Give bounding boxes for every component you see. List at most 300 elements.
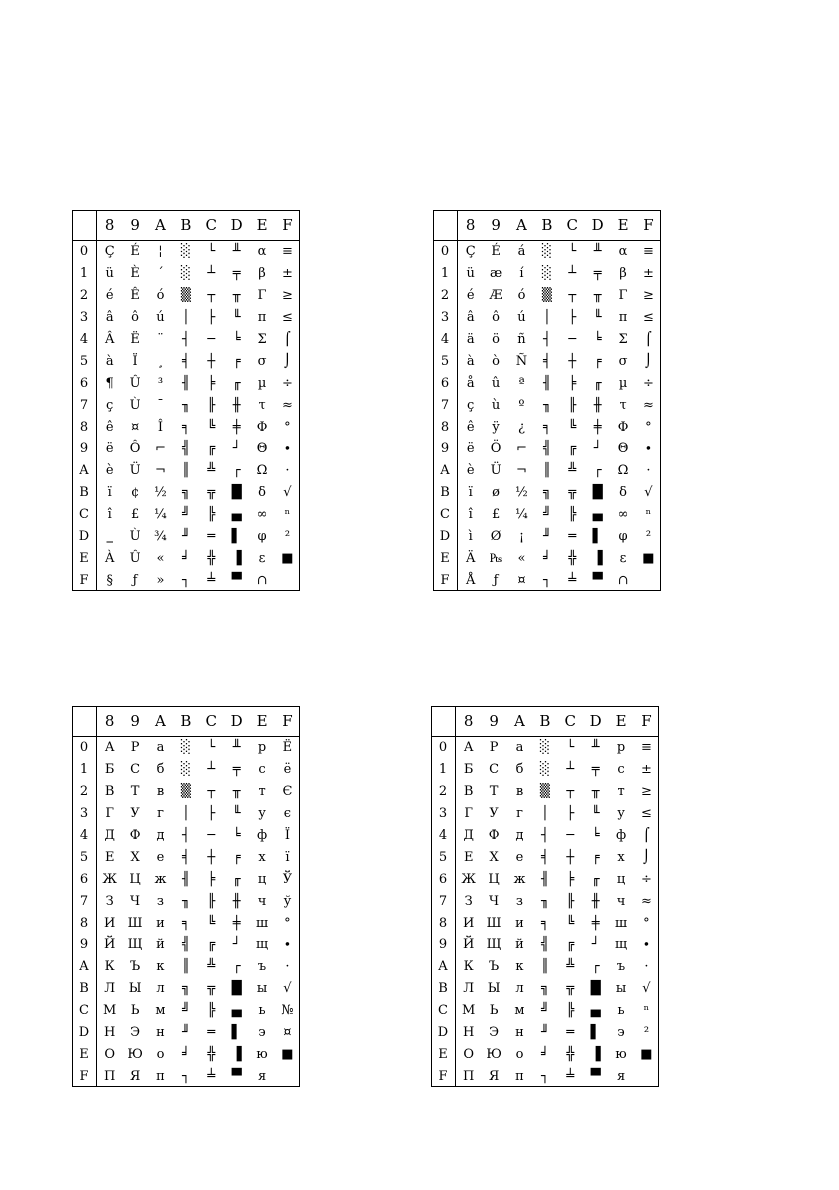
glyph-cell: ║ (181, 959, 190, 975)
table-row (72, 912, 300, 934)
glyph-cell: ▀ (231, 572, 242, 588)
glyph-cell: я (257, 1068, 267, 1084)
header-row (72, 706, 300, 737)
code-page-table-3 (72, 706, 300, 1087)
corner-cell (433, 210, 458, 241)
glyph-cell: ╟ (566, 893, 575, 909)
glyph-cell: Я (488, 1068, 500, 1084)
glyph-cell: М (103, 1003, 117, 1019)
glyph-cell: Ь (489, 1003, 499, 1019)
glyph-cell: ╛ (181, 550, 190, 566)
glyph-cell: ░ (541, 244, 552, 260)
glyph-cell: ╧ (568, 572, 577, 588)
glyph-cell: Ф (129, 828, 141, 843)
glyph-cell: É (491, 244, 501, 260)
glyph-cell: ├ (566, 806, 575, 822)
corner-cell (72, 210, 97, 241)
glyph-cell: ╜ (540, 1025, 549, 1041)
row-header: 3 (72, 307, 97, 329)
row-header: E (431, 1043, 456, 1065)
glyph-cell: л (515, 981, 524, 997)
glyph-cell: ≥ (642, 288, 654, 304)
glyph-cell: О (463, 1046, 475, 1062)
glyph-cell: ╪ (232, 915, 241, 931)
glyph-cell: З (464, 893, 473, 909)
table-row (72, 1000, 300, 1022)
glyph-cell: £ (491, 507, 501, 523)
glyph-cell: ╥ (593, 288, 602, 304)
glyph-cell: Σ (618, 332, 628, 347)
glyph-cell: А (104, 740, 115, 756)
table-row (72, 285, 300, 307)
glyph-cell: ° (643, 915, 650, 931)
glyph-cell: ╧ (566, 1068, 575, 1084)
glyph-cell: э (258, 1025, 266, 1041)
glyph-cell: ╔ (207, 937, 216, 953)
column-header: F (275, 706, 300, 737)
glyph-cell: ┘ (232, 937, 241, 953)
glyph-cell: ╩ (207, 959, 216, 975)
row-header: F (431, 1065, 456, 1087)
table-row (72, 329, 300, 351)
glyph-cell: ┌ (591, 959, 600, 975)
glyph-cell: М (462, 1003, 476, 1019)
glyph-cell: Ê (130, 288, 140, 304)
glyph-cell: ô (131, 310, 139, 326)
glyph-cell: ф (615, 828, 627, 843)
glyph-cell: ╚ (568, 419, 577, 435)
glyph-cell: ╨ (591, 740, 600, 756)
glyph-cell: й (515, 937, 524, 953)
glyph-cell: ▐ (231, 1046, 242, 1062)
glyph-cell (275, 1065, 300, 1087)
glyph-cell: ┤ (181, 332, 190, 347)
row-header: 7 (431, 890, 456, 912)
glyph-cell: ╒ (591, 849, 600, 865)
glyph-cell: µ (618, 375, 628, 391)
glyph-cell: ▌ (590, 1025, 601, 1041)
table-row (72, 825, 300, 847)
glyph-cell: ░ (541, 266, 552, 282)
glyph-cell: У (130, 806, 140, 822)
row-header: 9 (72, 934, 97, 956)
glyph-cell: Ц (129, 871, 141, 887)
glyph-cell: б (515, 762, 524, 778)
table-row (72, 934, 300, 956)
glyph-cell: ╖ (181, 893, 190, 909)
glyph-cell: ╓ (232, 375, 241, 391)
row-header: 5 (72, 846, 97, 868)
glyph-cell: ² (643, 1025, 650, 1041)
glyph-cell: ▒ (539, 784, 550, 800)
glyph-cell: β (619, 266, 627, 282)
glyph-cell: ╡ (540, 849, 549, 865)
glyph-cell: ╜ (181, 1025, 190, 1041)
glyph-cell: У (489, 806, 499, 822)
glyph-cell: м (155, 1003, 166, 1019)
glyph-cell: ╚ (566, 915, 575, 931)
glyph-cell: ╦ (207, 981, 216, 997)
glyph-cell: Л (104, 981, 116, 997)
table-row (72, 1043, 300, 1065)
table-row (431, 737, 659, 759)
header-row (431, 706, 659, 737)
glyph-cell: ≈ (640, 893, 652, 909)
glyph-cell: ╡ (181, 353, 190, 369)
glyph-cell: ш (255, 915, 269, 931)
table-row (431, 1000, 659, 1022)
glyph-cell: ⌐ (516, 441, 527, 457)
glyph-cell: я (616, 1068, 626, 1084)
glyph-cell: ê (466, 419, 475, 435)
glyph-cell: § (106, 572, 113, 588)
table-row (72, 978, 300, 1000)
glyph-cell: ╗ (542, 485, 551, 501)
glyph-cell: ┌ (593, 463, 602, 479)
glyph-cell: Ь (130, 1003, 140, 1019)
glyph-cell: ╞ (207, 871, 216, 887)
glyph-cell: ╡ (181, 849, 190, 865)
glyph-cell: з (156, 893, 165, 909)
header-row (433, 210, 661, 241)
glyph-cell: ½ (515, 485, 528, 501)
column-header: D (585, 210, 610, 241)
glyph-cell: ¤ (283, 1025, 292, 1041)
glyph-cell: Θ (617, 441, 629, 457)
glyph-cell: ╤ (232, 266, 241, 282)
table-row (72, 482, 300, 504)
glyph-cell: ╞ (566, 871, 575, 887)
glyph-cell: ┐ (181, 1068, 190, 1084)
glyph-cell: ╪ (232, 419, 241, 435)
glyph-cell: е (156, 849, 165, 865)
glyph-cell: ╓ (232, 871, 241, 887)
glyph-cell: ░ (539, 762, 550, 778)
glyph-cell: ╥ (591, 784, 600, 800)
header-row (72, 210, 300, 241)
glyph-cell: Т (130, 784, 140, 800)
row-header: D (72, 1022, 97, 1044)
glyph-cell: ╬ (566, 1046, 575, 1062)
table-row (433, 285, 661, 307)
glyph-cell: ÷ (281, 375, 293, 391)
glyph-cell: э (617, 1025, 625, 1041)
glyph-cell: И (104, 915, 116, 931)
table-row (431, 868, 659, 890)
glyph-cell: ¼ (515, 507, 528, 523)
row-header: E (72, 547, 97, 569)
glyph-cell: ∩ (617, 572, 629, 588)
glyph-cell: ⌐ (155, 441, 166, 457)
row-header: C (72, 504, 97, 526)
glyph-cell: ╘ (593, 332, 602, 347)
glyph-cell: ¶ (105, 375, 114, 391)
glyph-cell: щ (255, 937, 269, 953)
glyph-cell: µ (257, 375, 267, 391)
table-row (431, 912, 659, 934)
glyph-cell: ø (492, 485, 500, 501)
row-header: A (72, 956, 97, 978)
glyph-cell: ƒ (493, 572, 499, 588)
glyph-cell: є (283, 806, 292, 822)
glyph-cell: Х (489, 849, 499, 865)
glyph-cell: █ (231, 981, 242, 997)
row-header: 4 (72, 329, 97, 351)
glyph-cell: Θ (256, 441, 268, 457)
glyph-cell: ╬ (207, 550, 216, 566)
glyph-cell: ▄ (231, 507, 242, 523)
glyph-cell: Ъ (488, 959, 500, 975)
glyph-cell: ┐ (540, 1068, 549, 1084)
glyph-cell: ∞ (256, 507, 268, 523)
glyph-cell: Н (463, 1025, 475, 1041)
glyph-cell: ╔ (568, 441, 577, 457)
table-row (433, 350, 661, 372)
glyph-cell: Ç (465, 244, 476, 260)
glyph-cell: ╘ (232, 828, 241, 843)
column-header: A (509, 210, 534, 241)
glyph-cell: ╫ (232, 893, 241, 909)
glyph-cell: ï (468, 485, 473, 501)
glyph-cell: ç (467, 397, 475, 413)
row-header: 4 (433, 329, 458, 351)
glyph-cell: п (515, 1068, 524, 1084)
glyph-cell: ú (517, 310, 526, 326)
glyph-cell: д (156, 828, 165, 843)
glyph-cell: д (515, 828, 524, 843)
glyph-cell: β (258, 266, 266, 282)
glyph-cell: √ (283, 981, 292, 997)
glyph-cell: Φ (617, 419, 629, 435)
glyph-cell: ■ (281, 1046, 294, 1062)
row-header: C (431, 1000, 456, 1022)
glyph-cell: ═ (207, 1025, 216, 1041)
glyph-cell: « (156, 550, 165, 566)
glyph-cell: Ï (132, 353, 138, 369)
corner-cell (431, 706, 456, 737)
glyph-cell: ╞ (207, 375, 216, 391)
row-header: 0 (72, 241, 97, 263)
glyph-cell: ╝ (542, 507, 551, 523)
glyph-cell: ò (492, 353, 500, 369)
glyph-cell: ¡ (518, 529, 525, 545)
glyph-cell: ê (105, 419, 114, 435)
glyph-cell: │ (181, 310, 190, 326)
row-header: 8 (433, 416, 458, 438)
glyph-cell: ≈ (642, 397, 654, 413)
glyph-cell: Ў (282, 871, 293, 887)
glyph-cell: Ш (486, 915, 502, 931)
glyph-cell: ╩ (207, 463, 216, 479)
glyph-cell: Щ (486, 937, 502, 953)
glyph-cell: ä (466, 332, 475, 347)
glyph-cell: · (644, 959, 649, 975)
column-header: C (199, 210, 224, 241)
column-header: C (558, 706, 583, 737)
glyph-cell: ≤ (640, 806, 652, 822)
glyph-cell: τ (258, 397, 266, 413)
glyph-cell: ± (281, 266, 293, 282)
column-header: A (507, 706, 532, 737)
glyph-cell: ¢ (130, 485, 140, 501)
glyph-cell: └ (566, 740, 575, 756)
glyph-cell: ┘ (232, 441, 241, 457)
glyph-cell: о (515, 1046, 524, 1062)
glyph-cell: φ (618, 529, 628, 545)
glyph-cell: ╠ (207, 1003, 216, 1019)
glyph-cell: à (105, 353, 114, 369)
glyph-cell: ┼ (566, 849, 575, 865)
glyph-cell: ⌠ (643, 828, 650, 843)
glyph-cell: ╛ (542, 550, 551, 566)
glyph-cell: К (104, 959, 115, 975)
table-row (433, 569, 661, 591)
row-header: A (433, 460, 458, 482)
table-row (431, 825, 659, 847)
glyph-cell: ╘ (232, 332, 241, 347)
glyph-cell: ц (616, 871, 626, 887)
glyph-cell: ü (466, 266, 475, 282)
glyph-cell: ▌ (231, 529, 242, 545)
corner-cell (72, 706, 97, 737)
glyph-cell: е (515, 849, 524, 865)
glyph-cell: ╝ (181, 507, 190, 523)
glyph-cell: ░ (180, 266, 191, 282)
glyph-cell: ╪ (593, 419, 602, 435)
glyph-cell: ┬ (566, 784, 575, 800)
glyph-cell: Ç (104, 244, 115, 260)
glyph-cell: ≥ (640, 784, 652, 800)
row-header: 6 (433, 372, 458, 394)
glyph-cell: ┬ (207, 784, 216, 800)
glyph-cell: ° (284, 419, 291, 435)
glyph-cell: Э (130, 1025, 141, 1041)
glyph-cell: ═ (207, 529, 216, 545)
glyph-cell: ▒ (541, 288, 552, 304)
glyph-cell: з (515, 893, 524, 909)
glyph-cell: ⌠ (284, 332, 291, 347)
glyph-cell: ╢ (542, 375, 551, 391)
table-row (431, 781, 659, 803)
glyph-cell: ┴ (566, 762, 575, 778)
table-row (433, 241, 661, 263)
glyph-cell: ▄ (592, 507, 603, 523)
column-header: E (249, 706, 274, 737)
glyph-cell: ´ (157, 266, 164, 282)
glyph-cell: ъ (616, 959, 626, 975)
table-row (72, 263, 300, 285)
glyph-cell: └ (207, 740, 216, 756)
glyph-cell: З (105, 893, 114, 909)
glyph-cell: Ñ (515, 353, 528, 369)
row-header: A (431, 956, 456, 978)
glyph-cell: £ (130, 507, 140, 523)
glyph-cell: ╘ (591, 828, 600, 843)
glyph-cell: ╟ (207, 893, 216, 909)
row-header: 6 (72, 372, 97, 394)
glyph-cell: ó (517, 288, 526, 304)
glyph-cell: ± (642, 266, 654, 282)
glyph-cell: ∙ (284, 937, 291, 953)
table-row (431, 978, 659, 1000)
table-row (72, 394, 300, 416)
code-page-table-2 (433, 210, 661, 591)
glyph-cell: р (257, 740, 267, 756)
column-header: C (560, 210, 585, 241)
glyph-cell: ô (492, 310, 500, 326)
glyph-cell: ╢ (540, 871, 549, 887)
glyph-cell: Ω (617, 463, 629, 479)
table-row (72, 759, 300, 781)
glyph-cell: Ö (490, 441, 502, 457)
table-row (72, 307, 300, 329)
glyph-cell: ≡ (640, 740, 652, 756)
table-row (72, 956, 300, 978)
glyph-cell: с (617, 762, 625, 778)
glyph-cell: ╒ (593, 353, 602, 369)
glyph-cell: п (156, 1068, 165, 1084)
row-header: E (433, 547, 458, 569)
table-row (433, 394, 661, 416)
glyph-cell: è (466, 463, 475, 479)
table-row (433, 482, 661, 504)
row-header: D (431, 1022, 456, 1044)
glyph-cell: ╢ (181, 375, 190, 391)
row-header: B (72, 482, 97, 504)
row-header: 1 (72, 263, 97, 285)
glyph-cell: ╓ (593, 375, 602, 391)
table-row (433, 438, 661, 460)
row-header: F (72, 569, 97, 591)
glyph-cell: ╬ (207, 1046, 216, 1062)
glyph-cell: Ä (466, 550, 476, 566)
glyph-cell: ┬ (207, 288, 216, 304)
glyph-cell: г (157, 806, 164, 822)
glyph-cell: · (285, 959, 290, 975)
table-row (433, 547, 661, 569)
glyph-cell: П (463, 1068, 475, 1084)
glyph-cell: ║ (542, 463, 551, 479)
glyph-cell: Ж (461, 871, 476, 887)
glyph-cell: Φ (256, 419, 268, 435)
code-page-table-1 (72, 210, 300, 591)
glyph-cell: ú (156, 310, 165, 326)
glyph-cell: ░ (539, 740, 550, 756)
row-header: B (433, 482, 458, 504)
column-header: A (148, 706, 173, 737)
row-header: 7 (72, 394, 97, 416)
glyph-cell: ф (256, 828, 268, 843)
glyph-cell: ╚ (207, 915, 216, 931)
column-header: B (532, 706, 557, 737)
row-header: 0 (431, 737, 456, 759)
glyph-cell: ╝ (181, 1003, 190, 1019)
glyph-cell: Щ (127, 937, 143, 953)
glyph-cell: ¬ (155, 463, 166, 479)
glyph-cell: █ (231, 485, 242, 501)
glyph-cell: ╛ (181, 1046, 190, 1062)
glyph-cell: ╥ (232, 288, 241, 304)
glyph-cell: а (515, 740, 524, 756)
table-row (431, 1043, 659, 1065)
glyph-cell: Ж (102, 871, 117, 887)
glyph-cell: ╞ (568, 375, 577, 391)
glyph-cell: ⌠ (645, 332, 652, 347)
column-header: 9 (483, 210, 508, 241)
glyph-cell: ╬ (568, 550, 577, 566)
glyph-cell: ╨ (232, 244, 241, 260)
glyph-cell: ª (518, 375, 525, 391)
